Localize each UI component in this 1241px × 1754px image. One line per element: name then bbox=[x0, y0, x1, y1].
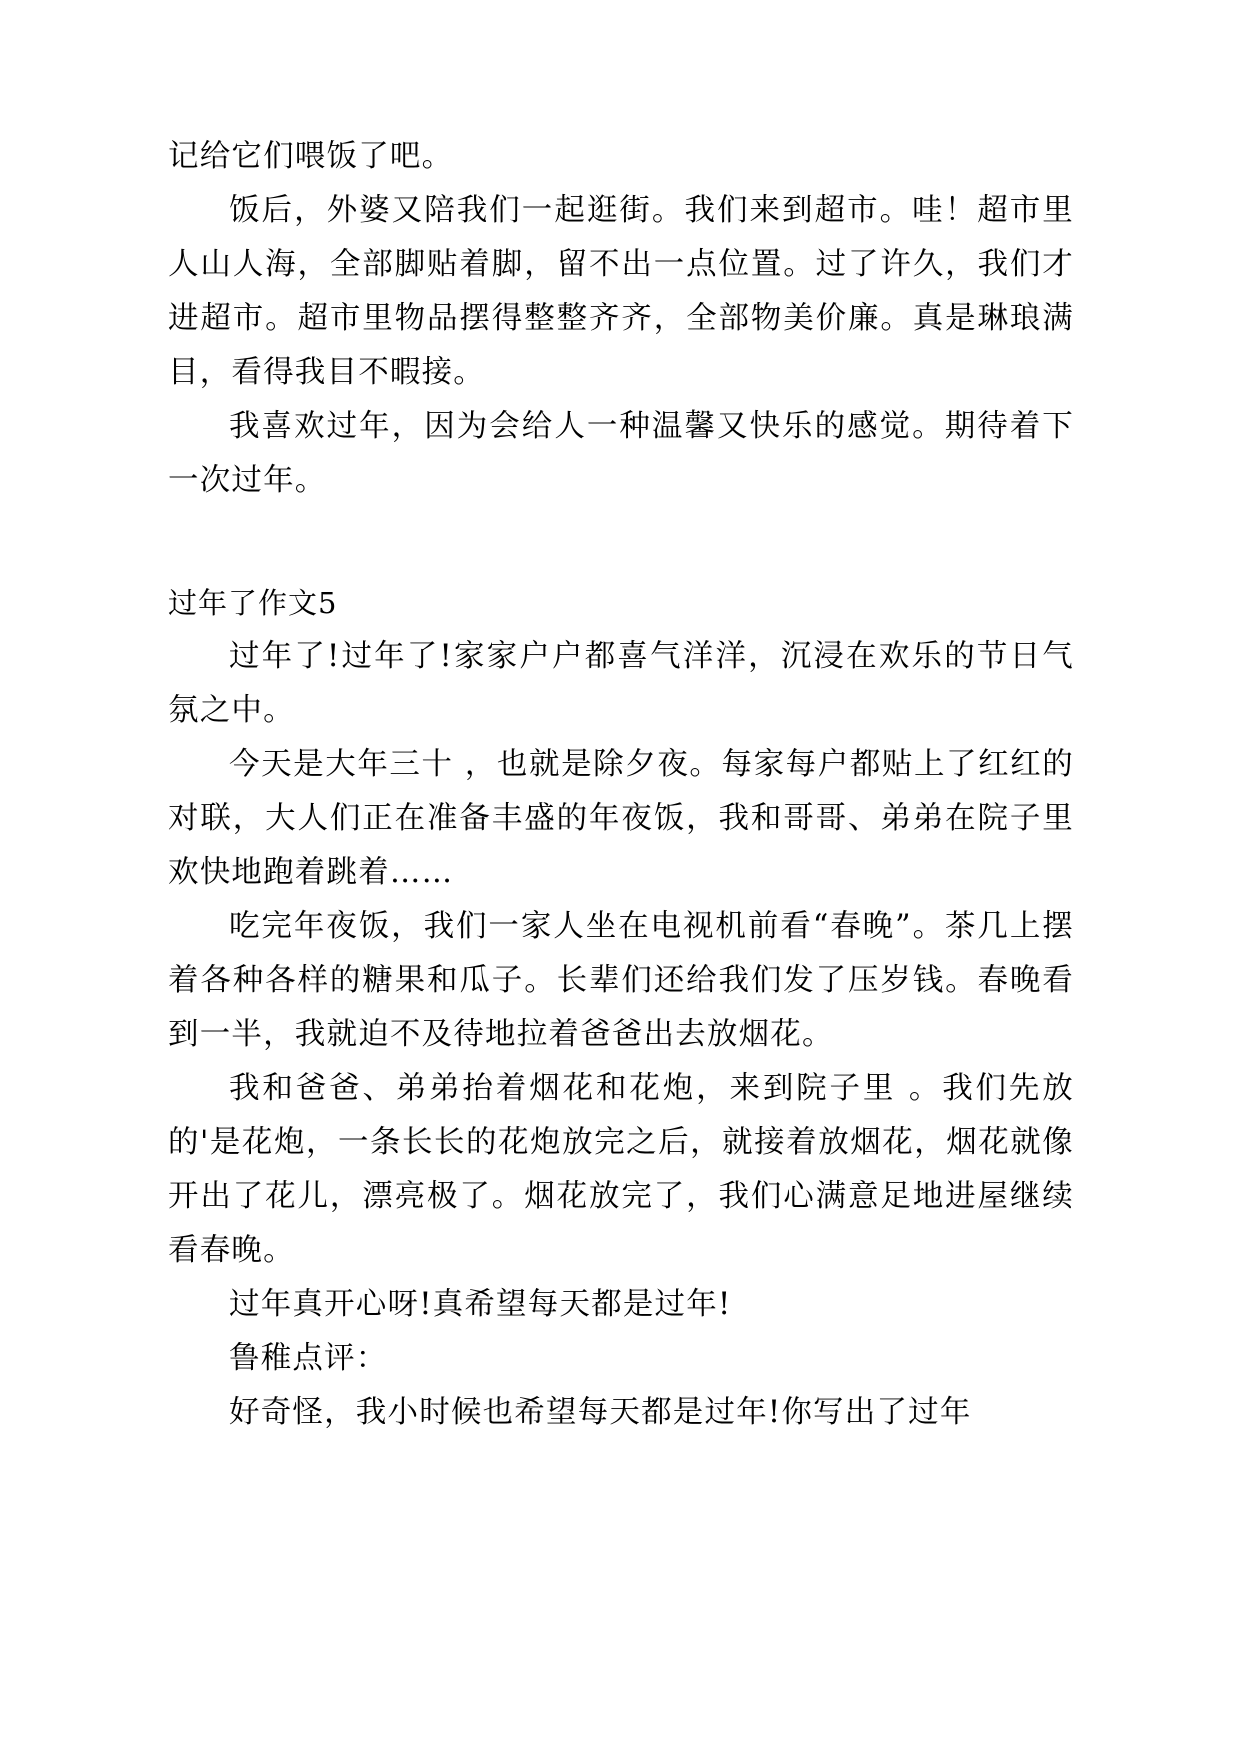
section-spacer bbox=[168, 508, 1074, 576]
paragraph-supermarket: 饭后，外婆又陪我们一起逛街。我们来到超市。哇！超市里人山人海，全部脚贴着脚，留不出一点位置。过了许久，我们才进超市。超市里物品摆得整整齐齐，全部物美价廉。真是琳琅满目，看得我目不暇接。 bbox=[168, 193, 1074, 390]
paragraph-like-new-year: 我喜欢过年，因为会给人一种温馨又快乐的感觉。期待着下一次过年。 bbox=[168, 409, 1074, 498]
paragraph-continued-feeding: 记给它们喂饭了吧。 bbox=[168, 139, 454, 174]
paragraph-happy-exclaim: 过年真开心呀!真希望每天都是过年! bbox=[229, 1287, 732, 1322]
paragraph-fireworks: 我和爸爸、弟弟抬着烟花和花炮，来到院子里 。我们先放的'是花炮，一条长长的花炮放完之后，就接着放烟花，烟花就像开出了花儿，漂亮极了。烟花放完了，我们心满意足地进屋继续看春晚。 bbox=[168, 1071, 1074, 1268]
paragraph-spring-festival-gala: 吃完年夜饭，我们一家人坐在电视机前看“春晚”。茶几上摆着各种各样的糖果和瓜子。长辈们还给我们发了压岁钱。春晚看到一半，我就迫不及待地拉着爸爸出去放烟花。 bbox=[168, 909, 1074, 1052]
paragraph-festive-atmosphere: 过年了!过年了!家家户户都喜气洋洋，沉浸在欢乐的节日气氛之中。 bbox=[168, 639, 1074, 728]
paragraph-reviewer-comment: 好奇怪，我小时候也希望每天都是过年!你写出了过年 bbox=[229, 1395, 972, 1430]
paragraph-reviewer-label: 鲁稚点评： bbox=[229, 1341, 388, 1376]
section-heading-essay-5: 过年了作文5 bbox=[168, 586, 338, 620]
paragraph-new-years-eve: 今天是大年三十 ，也就是除夕夜。每家每户都贴上了红红的对联，大人们正在准备丰盛的年夜饭，我和哥哥、弟弟在院子里欢快地跑着跳着…… bbox=[168, 747, 1074, 890]
document-body bbox=[168, 130, 1074, 1440]
